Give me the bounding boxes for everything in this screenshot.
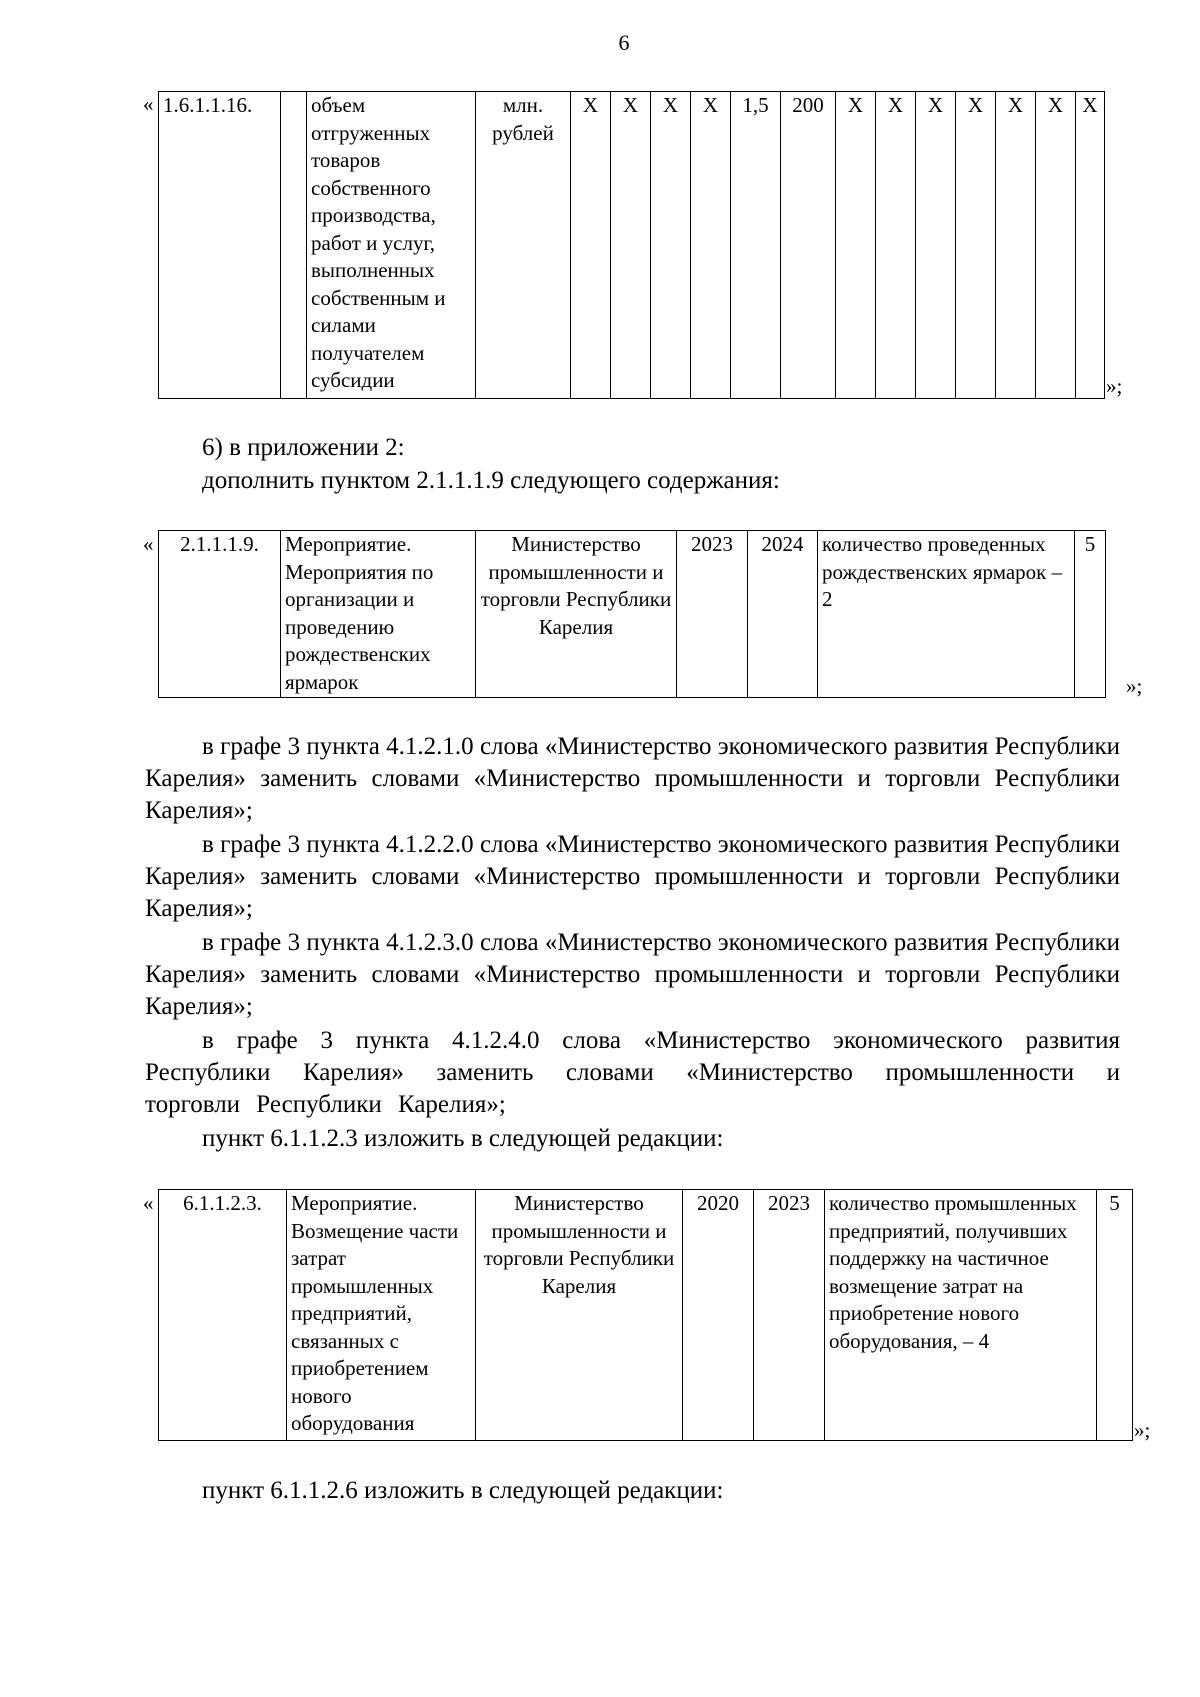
reference: 5 <box>1075 531 1106 698</box>
table1-close-quote: »; <box>1106 374 1123 398</box>
table1-open-quote: « <box>143 92 154 116</box>
value-cell: Х <box>876 92 916 399</box>
amendment-paragraph: в графе 3 пункта 4.1.2.3.0 слова «Министерство экономического развития Республики Карелия» заменить словами «Министерство промышленности и торговли Республики Карелия»; <box>145 929 1120 1020</box>
table2-close-quote: »; <box>1126 674 1143 698</box>
value-cell: Х <box>571 92 611 399</box>
value-cell: Х <box>651 92 691 399</box>
amendment-paragraph: в графе 3 пункта 4.1.2.4.0 слова «Министерство экономического развития Республики Карелия» заменить словами «Министерство промышленности и торговли Республики Карелия»; <box>145 1027 1120 1118</box>
value-cell: Х <box>1076 92 1105 399</box>
row-number: 1.6.1.1.16. <box>159 92 281 399</box>
section-subheading: дополнить пунктом 2.1.1.1.9 следующего содержания: <box>202 467 780 494</box>
page-number: 6 <box>618 30 630 55</box>
value-cell: Х <box>1036 92 1076 399</box>
expected-result: количество промышленных предприятий, получивших поддержку на частичное возмещение затрат на приобретение нового оборудования, – 4 <box>825 1190 1097 1441</box>
end-year: 2024 <box>748 531 818 698</box>
executor: Министерство промышленности и торговли Республики Карелия <box>476 531 677 698</box>
indicator-name: объем отгруженных товаров собственного производства, работ и услуг, выполненных собственным и силами получателем субсидии <box>307 92 476 399</box>
end-year: 2023 <box>754 1190 825 1441</box>
value-cell: Х <box>916 92 956 399</box>
value-cell: Х <box>611 92 651 399</box>
value-cell: 200 <box>781 92 836 399</box>
table3 <box>158 1189 1133 1441</box>
point-6-1-1-2-3-instruction: пункт 6.1.1.2.3 изложить в следующей редакции: <box>202 1125 724 1152</box>
unit-cell: млн. рублей <box>476 92 571 399</box>
event-name: Мероприятие. Мероприятия по организации и проведению рождественских ярмарок <box>281 531 476 698</box>
start-year: 2020 <box>683 1190 754 1441</box>
amendment-paragraph: в графе 3 пункта 4.1.2.2.0 слова «Министерство экономического развития Республики Карелия» заменить словами «Министерство промышленности и торговли Республики Карелия»; <box>145 831 1120 922</box>
expected-result: количество проведенных рождественских ярмарок – 2 <box>818 531 1075 698</box>
empty-cell <box>281 92 307 399</box>
table3-close-quote: »; <box>1134 1418 1151 1442</box>
value-cell: Х <box>836 92 876 399</box>
table-row <box>159 92 1105 399</box>
section-heading: 6) в приложении 2: <box>202 434 405 461</box>
table-row <box>159 1190 1133 1441</box>
value-cell: 1,5 <box>731 92 781 399</box>
table3-open-quote: « <box>143 1191 154 1215</box>
start-year: 2023 <box>677 531 748 698</box>
row-number: 2.1.1.1.9. <box>159 531 281 698</box>
value-cell: Х <box>956 92 996 399</box>
point-6-1-1-2-6-instruction: пункт 6.1.1.2.6 изложить в следующей редакции: <box>202 1477 724 1504</box>
table1 <box>158 91 1105 399</box>
value-cell: Х <box>691 92 731 399</box>
event-name: Мероприятие. Возмещение части затрат промышленных предприятий, связанных с приобретением нового оборудования <box>287 1190 476 1441</box>
reference: 5 <box>1097 1190 1133 1441</box>
value-cell: Х <box>996 92 1036 399</box>
amendment-paragraph: в графе 3 пункта 4.1.2.1.0 слова «Министерство экономического развития Республики Карелия» заменить словами «Министерство промышленности и торговли Республики Карелия»; <box>145 733 1120 824</box>
table2-open-quote: « <box>143 532 154 556</box>
row-number: 6.1.1.2.3. <box>159 1190 287 1441</box>
table-row <box>159 531 1106 698</box>
executor: Министерство промышленности и торговли Республики Карелия <box>476 1190 683 1441</box>
table2 <box>158 530 1106 698</box>
